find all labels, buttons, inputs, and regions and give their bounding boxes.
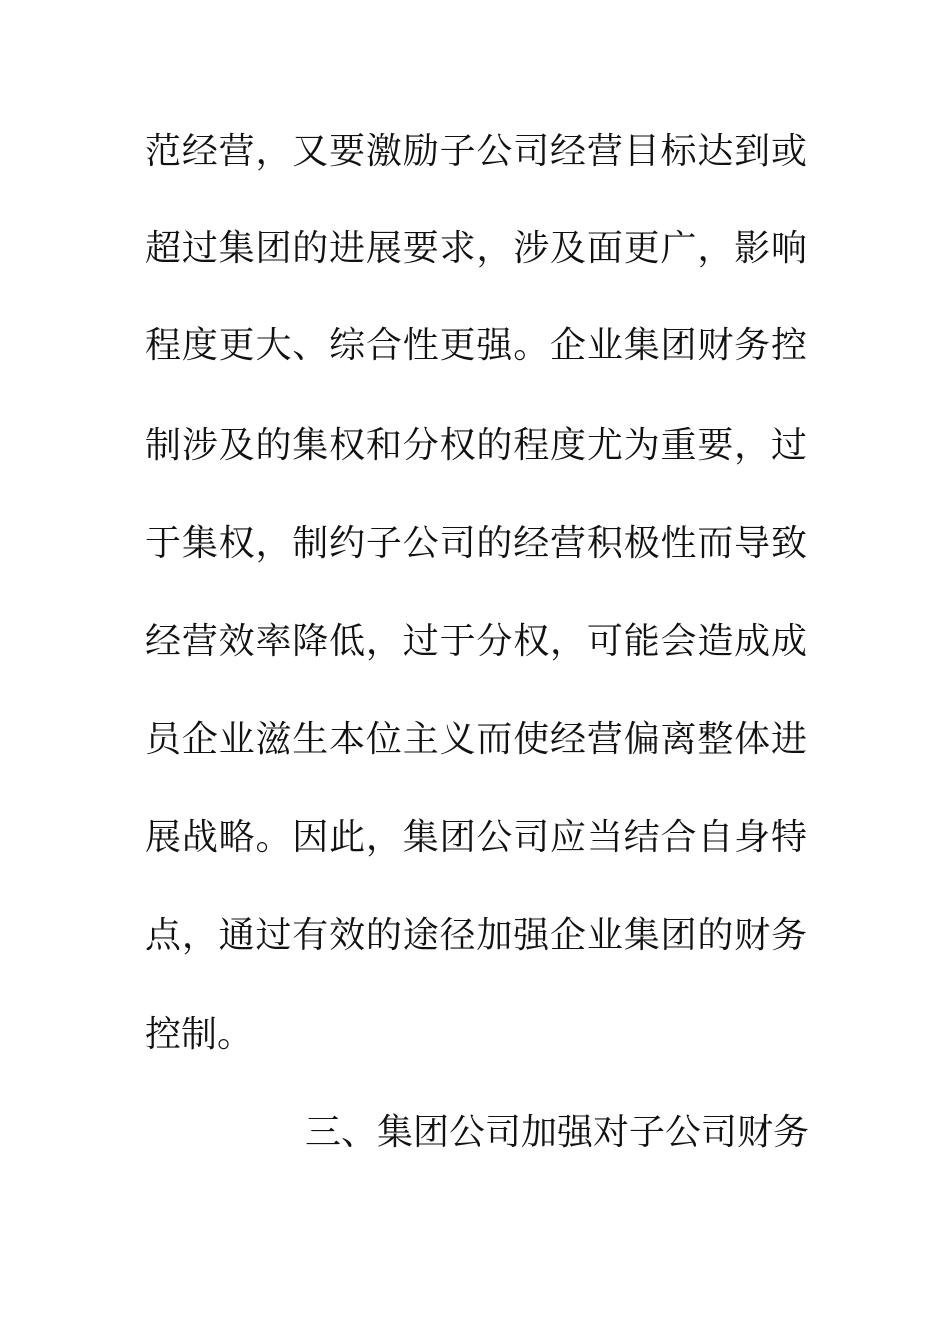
- paragraph-line-5: 于集权，制约子公司的经营积极性而导致: [145, 523, 807, 564]
- paragraph-line-6: 经营效率降低，过于分权，可能会造成成: [145, 621, 807, 662]
- paragraph-line-9: 点，通过有效的途径加强企业集团的财务: [145, 915, 807, 956]
- paragraph-line-4: 制涉及的集权和分权的程度尤为重要，过: [145, 425, 807, 466]
- paragraph-line-3: 程度更大、综合性更强。企业集团财务控: [145, 325, 807, 366]
- section-heading: 三、集团公司加强对子公司财务: [305, 1112, 810, 1153]
- paragraph-line-2: 超过集团的进展要求，涉及面更广，影响: [145, 228, 807, 269]
- paragraph-line-7: 员企业滋生本位主义而使经营偏离整体进: [145, 719, 807, 760]
- paragraph-line-1: 范经营，又要激励子公司经营目标达到或: [145, 131, 807, 172]
- paragraph-line-8: 展战略。因此，集团公司应当结合自身特: [145, 817, 807, 858]
- paragraph-line-10: 控制。: [145, 1014, 254, 1055]
